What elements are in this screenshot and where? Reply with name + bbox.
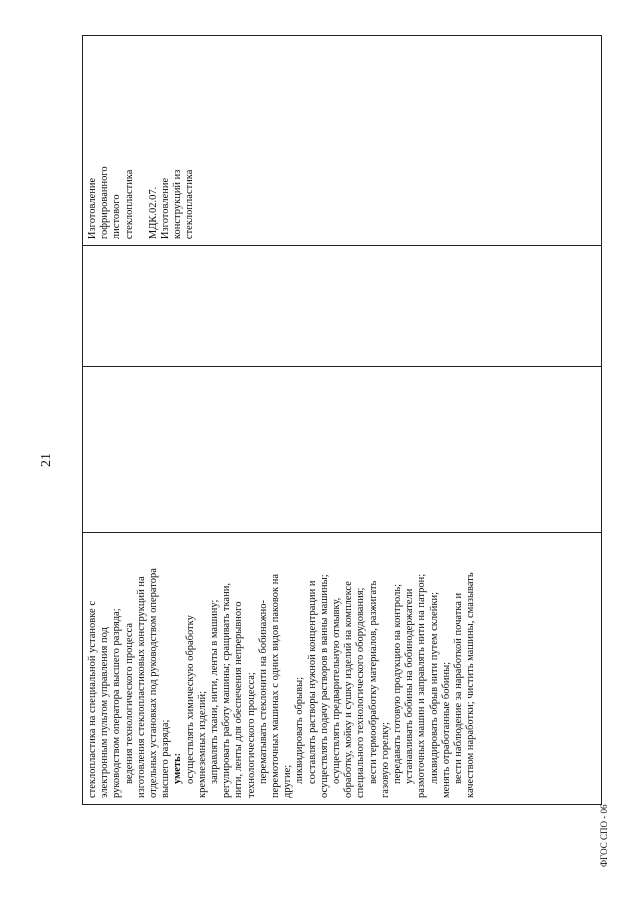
requirement-line: ликвидировать обрывы; [294, 676, 306, 784]
mdk-title-block [87, 42, 136, 239]
mdk-line: Изготовление [87, 177, 98, 240]
mdk-line: Изготовление [160, 177, 172, 240]
mdk-cell [83, 36, 602, 246]
requirement-line: ведения технологического процесса [123, 623, 135, 784]
mdk-line: гофрированного [99, 166, 111, 240]
mdk-code-block [148, 42, 197, 239]
empty-cell-2 [83, 367, 602, 533]
page-number: 21 [39, 453, 54, 467]
mdk-line: листового [111, 194, 123, 240]
requirement-line: заправлять ткани, нити, ленты в машину; [209, 599, 221, 784]
requirement-line: осуществлять химическую обработку [184, 615, 196, 784]
mdk-line: стеклопластика [184, 169, 196, 240]
mdk-line: конструкций из [172, 169, 184, 240]
requirement-line: перематывать стеклонити на бобинажно- [257, 600, 269, 784]
requirement-line: осуществлять предварительную отмывку, [331, 597, 343, 784]
mdk-line: МДК.02.07. [147, 186, 159, 240]
requirement-line: вести термообработку материалов, разжигать [367, 580, 379, 784]
form-code: ФГОС СПО - 06 [599, 804, 609, 867]
requirement-line: составлять растворы нужной концентрации и [306, 580, 318, 784]
requirement-line: устанавливать бобины на бобинодержатели [404, 588, 416, 784]
empty-cell-3 [83, 246, 602, 367]
requirement-line: ликвидировать обрыв нити путем склейки; [428, 591, 440, 784]
requirement-line: передавать готовую продукцию на контроль; [392, 583, 404, 784]
requirement-line: вести наблюдение за наработкой початка и [453, 592, 465, 784]
table-row: стеклопластика на специальной установке с электронным пультом управления под руководством оператора высшего разряда; ведения технологического процесса изготовления стеклопластиковых конструкций на отдельных установках под руководством оператора высшего разряда; уметь: осуществлять химическую обработку кремнеземных изделий; заправлять ткани, нити, ленты в машину; регулировать работу машины; сращивать ткани, нити, ленты для обеспечения непрерывного технологического процесса; перематывать стеклонити на бобинажно- перемоточных машинах с одних видов паковок на другие; ликвидировать обрывы; составлять растворы нужной концентрации и осуществлять подачу растворов в ванны машины; осуществлять предварительную отмывку, обработку, мойку и сушку изделий на комплексе специального технологического оборудования; вести термообработку материалов, разжигать газовую горелку; передавать готовую продукцию на контроль; устанавливать бобины на бобинодержатели размоточных машин и заправлять нити на патрон; ликвидировать обрыв нити путем склейки; менять отработанные бобины; вести наблюдение за наработкой початка и качеством наработки; чистить машины, смазывать Изготовление гофрированного листового стеклопластика МДК.02.07. Изготовление конструкций из стеклопластика [83, 36, 602, 805]
requirement-line: уметь: [172, 752, 184, 784]
mdk-line: стеклопластика [123, 169, 135, 240]
competency-table [82, 35, 602, 805]
